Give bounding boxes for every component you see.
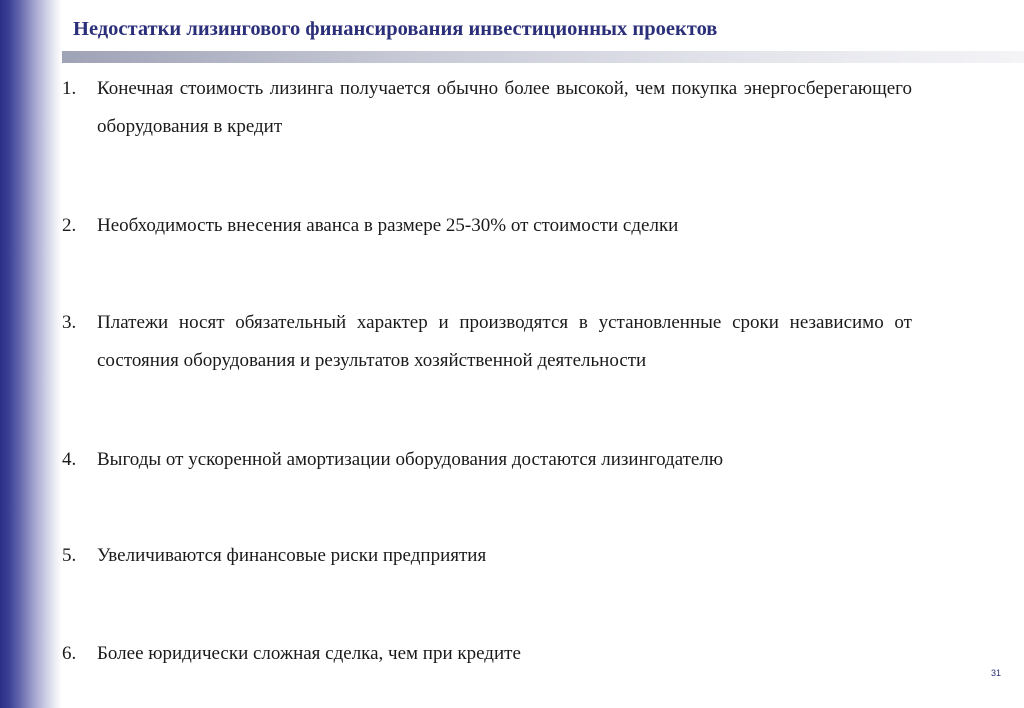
title-underline-bar — [62, 51, 1024, 63]
list-item-text: Более юридически сложная сделка, чем при кредите — [97, 643, 521, 664]
list-item-text: Необходимость внесения аванса в размере 25-30% от стоимости сделки — [97, 215, 679, 236]
list-item — [62, 635, 912, 673]
slide-title: Недостатки лизингового финансирования инвестиционных проектов — [73, 18, 718, 40]
list-item-text: Конечная стоимость лизинга получается обычно более высокой, чем покупка энергосберегающего оборудования в кредит — [97, 78, 912, 137]
list-item-text: Платежи носят обязательный характер и производятся в установленные сроки независимо от состояния оборудования и результатов хозяйственной деятельности — [97, 312, 912, 371]
list-item-number: 1. — [62, 78, 77, 99]
left-gradient-band — [0, 0, 62, 708]
list-item — [62, 441, 912, 479]
list-item — [62, 537, 912, 575]
list-item — [62, 70, 912, 146]
list-item-number: 5. — [62, 545, 77, 566]
list-item-text: Увеличиваются финансовые риски предприятия — [97, 545, 487, 566]
list-item-number: 2. — [62, 215, 77, 236]
list-item-number: 4. — [62, 449, 77, 470]
list-item — [62, 304, 912, 380]
list-item-text: Выгоды от ускоренной амортизации оборудования достаются лизингодателю — [97, 449, 724, 470]
list-item — [62, 207, 912, 245]
list-item-number: 3. — [62, 312, 77, 333]
page-number: 31 — [990, 668, 1001, 678]
list-item-number: 6. — [62, 643, 77, 664]
